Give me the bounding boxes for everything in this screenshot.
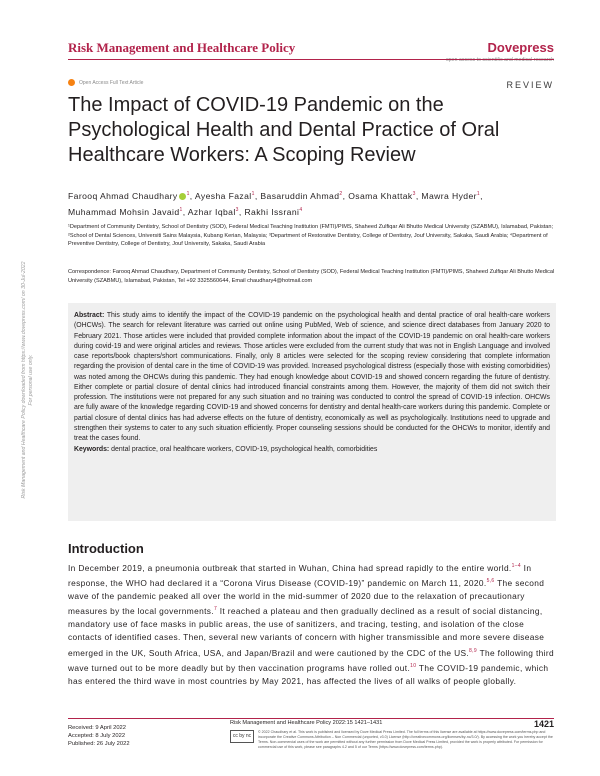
abstract-text: This study aims to identify the impact of the COVID-19 pandemic on the psychological health and dental practice of oral health-care workers (OHCWs). The search for relevant literature was carried out online using PubMed, Web of science, and science direct databases from January 2020 to February 2021. Those articles were included that provided complete information about the impact of the COVID-19 pandemic on oral health-care workers during covid-19 and were original articles and reviews. Those articles were excluded from the current study that was not in English Language and involved case reports/book chapters/short communications. Finally, only 8 articles were selected for the scoping review considering that complete information regarding the provision of dental care in the time of COVID-19 was provided. Increased psychological distress (especially those with existing comorbidities) was noted among the OHCWs during this pandemic. They had enough knowledge about COVID-19 and showed concern regarding the future of dentistry. Either complete or partial closure of dental clinics had introduced financial constraints among them. However, the majority of them did not switch their profession. The institutions were not prepared for any such situation and no training was conducted to control the spread of COVID-19 infection. OHCWs are fully aware of the knowledge regarding COVID-19 and showed concerns for dentistry and dental health-care workers during this pandemic. Complete or partial closure of dental clinics has had adverse effects on the future of dentistry, economically as well as psychologically. Institutions need to upgrade and strengthen their systems to cater to any such situation efficiently. Proper counseling sessions should be conducted for the OHCWs to monitor, identify and treat the cases found. bbox=[74, 312, 550, 442]
open-access-text: Open Access Full Text Article bbox=[79, 79, 144, 86]
abstract-label: Abstract: bbox=[74, 312, 105, 319]
abstract-box bbox=[68, 303, 556, 521]
author-name: Ayesha Fazal bbox=[194, 190, 252, 201]
license-text: © 2022 Chaudhary et al. This work is published and licensed by Dove Medical Press Limited. The full terms of this license are available at https://www.dovepress.com/terms.php and incorporate the Creative Commons Attribution – Non Commercial (unported, v3.0) License (http://creativecommons.org/licenses/by-nc/3.0/). By accessing the work you hereby accept the Terms. Non-commercial uses of the work are permitted without any further permission from Dove Medical Press Limited, provided the work is properly attributed. For permission for commercial use of this work, please see paragraphs 4.2 and 5 of our Terms (https://www.dovepress.com/terms.php). bbox=[258, 730, 553, 749]
citation-line: Risk Management and Healthcare Policy 2022:15 1421–1431 bbox=[230, 720, 383, 726]
author-name: Farooq Ahmad Chaudhary bbox=[68, 190, 178, 201]
author-affil: 1 bbox=[186, 191, 190, 197]
section-heading: Introduction bbox=[68, 541, 144, 556]
intro-text: The following third wave turned out to be more deadly but by then vaccination programs have rolled out. bbox=[68, 647, 554, 673]
author-name: Azhar Iqbal bbox=[187, 206, 236, 217]
header-rule bbox=[68, 59, 554, 60]
affiliations: ¹Department of Community Dentistry, School of Dentistry (SOD), Federal Medical Teaching Institution (FMTI)/PIMS, Shaheed Zulfiqar Ali Bhutto Medical University (SZABMU), Islamabad, Pakistan; ²School of Dental Sciences, Universiti Sains Malaysia, Kubang Kerian, Malaysia; ³Department of Restorative Dentistry, College of Dentistry, Jouf University, Sakaka, Saudi Arabia; ⁴Department of Preventive Dentistry, College of Dentistry, Jouf University, Sakaka, Saudi Arabia bbox=[68, 224, 554, 248]
author-affil: 1 bbox=[179, 206, 183, 213]
citation-ref[interactable]: 1–4 bbox=[511, 563, 522, 569]
intro-paragraph bbox=[68, 560, 556, 688]
keywords-text: dental practice, oral healthcare workers, COVID-19, psychological health, comorbidities bbox=[111, 446, 378, 454]
intro-text: In December 2019, a pneumonia outbreak that started in Wuhan, China had spread rapidly to the entire world. bbox=[68, 562, 512, 573]
author-name: Basaruddin Ahmad bbox=[260, 190, 340, 201]
author-name: Mawra Hyder bbox=[421, 190, 477, 201]
author-name: Muhammad Mohsin Javaid bbox=[68, 206, 180, 217]
author-affil: 3 bbox=[235, 206, 239, 213]
correspondence: Correspondence: Farooq Ahmad Chaudhary, Department of Community Dentistry, School of Dentistry (SOD), Federal Medical Teaching Institution (FMTI)/PIMS, Shaheed Zulfiqar Ali Bhutto Medical University (SZABMU), Islamabad, Pakistan, Tel +92 3325560644, Email chaudhary4@hotmail.com bbox=[68, 269, 555, 284]
intro-text: The COVID-19 pandemic, which has entered the third wave in most countries by May 2021, has affected the lives of all walks of people globally. bbox=[68, 662, 549, 686]
journal-name: Risk Management and Healthcare Policy bbox=[68, 40, 296, 55]
article-type: REVIEW bbox=[506, 80, 554, 90]
footer-rule bbox=[68, 718, 554, 719]
watermark-line: For personal use only. bbox=[28, 354, 34, 406]
keywords bbox=[74, 445, 550, 455]
watermark-line: Risk Management and Healthcare Policy downloaded from https://www.dovepress.com/ on 30-Jul-2022 bbox=[21, 261, 27, 499]
published-date: Published: 26 July 2022 bbox=[68, 741, 130, 747]
author-name: Rakhi Issrani bbox=[244, 206, 300, 217]
keywords-label: Keywords: bbox=[74, 446, 110, 454]
received-date: Received: 9 April 2022 bbox=[68, 725, 127, 731]
citation-ref[interactable]: 8,9 bbox=[469, 647, 478, 654]
publisher-tagline: open access to scientific and medical research bbox=[446, 57, 554, 63]
citation-ref[interactable]: 5,6 bbox=[486, 577, 495, 584]
author-affil: 4 bbox=[299, 206, 303, 213]
author-affil: 1 bbox=[476, 191, 481, 197]
intro-text: It reached a plateau and then gradually declined as a result of social distancing, mandatory use of face masks in public areas, the use of sanitizers, and tracing, testing, and isolation of the close contacts of identified cases. Then, several new variants of concern with higher transmissible and more severe disease emerged in the UK, South Africa, USA, and Japan/Brazil and were cautioned by the CDC of the US. bbox=[68, 605, 545, 658]
author-list: Farooq Ahmad Chaudhary $^1$, Ayesha Fazal$^1$, Basaruddin Ahmad$^2$, Osama Khattak$^3$, Mawra Hyder$^1$, Muhammad Mohsin Javaid$^1$, Azhar Iqbal$^3$, Rakhi Issrani$^4$ bbox=[68, 190, 483, 217]
download-watermark bbox=[21, 261, 35, 498]
open-access-label bbox=[68, 79, 143, 86]
author-name: Osama Khattak bbox=[348, 190, 413, 201]
article-dates bbox=[68, 724, 130, 748]
accepted-date: Accepted: 8 July 2022 bbox=[68, 733, 126, 739]
cc-license-icon[interactable]: cc by nc bbox=[230, 730, 254, 743]
intro-text: In response, the WHO had declared it a “Corona Virus Disease (COVID-19)” pandemic on March 11, 2020. bbox=[68, 562, 532, 588]
article-title: The Impact of COVID-19 Pandemic on the Psychological Health and Dental Practice of Oral Healthcare Workers: A Scoping Review bbox=[68, 94, 500, 166]
intro-text: The second wave of the pandemic peaked all over the world in the mid-summer of 2020 due to the relaxation of precautionary measures by the local governments. bbox=[68, 577, 545, 616]
author-affil: 3 bbox=[412, 191, 416, 197]
open-access-icon bbox=[68, 79, 75, 86]
author-affil: 1 bbox=[251, 191, 255, 197]
license-block bbox=[230, 730, 556, 750]
page-number: 1421 bbox=[533, 719, 554, 729]
publisher-name: Dovepress bbox=[487, 40, 554, 55]
orcid-icon[interactable] bbox=[179, 193, 186, 200]
citation-ref[interactable]: 7 bbox=[213, 606, 218, 613]
author-affil: 2 bbox=[339, 191, 343, 197]
citation-ref[interactable]: 10 bbox=[410, 662, 417, 669]
